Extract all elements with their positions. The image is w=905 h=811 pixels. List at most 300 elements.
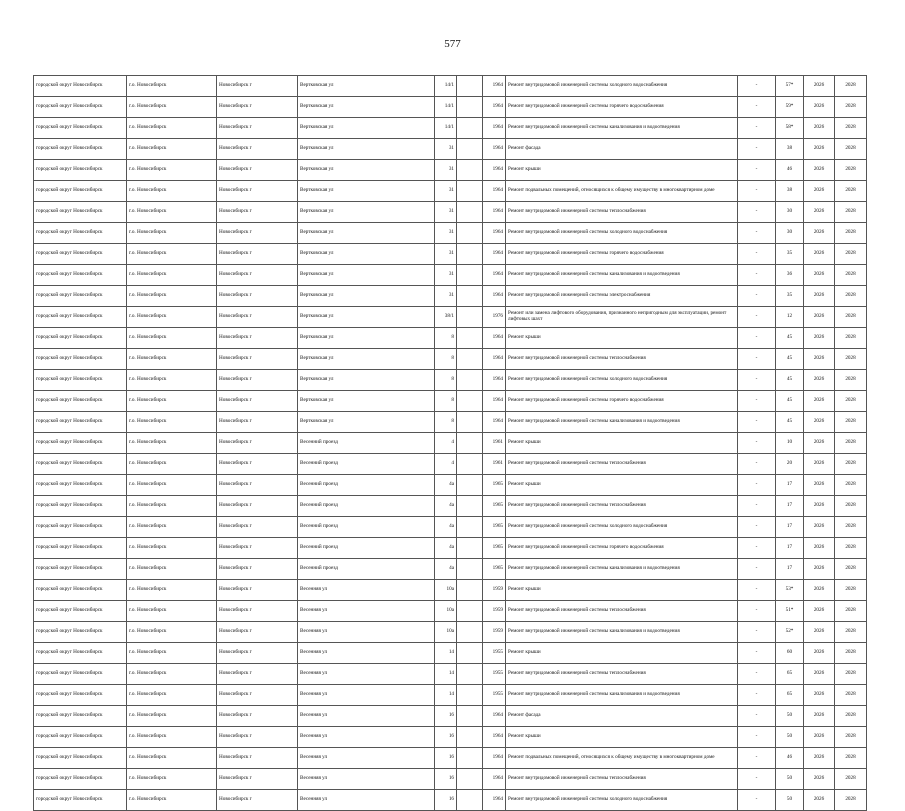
end-year-cell: 2028 [835,202,867,223]
street-cell: Весенняя ул [298,706,435,727]
wear-cell: 45 [776,391,804,412]
house-number-cell: 8 [435,391,457,412]
dash-cell: - [738,517,776,538]
building-cell [457,559,483,580]
municipality-cell: городской округ Новосибирск [34,601,127,622]
municipality-cell: городской округ Новосибирск [34,622,127,643]
start-year-cell: 2026 [804,727,835,748]
work-type-cell: Ремонт внутридомовой инженерной системы электроснабжения [506,286,738,307]
start-year-cell: 2026 [804,97,835,118]
municipality-cell: городской округ Новосибирск [34,517,127,538]
locality-cell: Новосибирск г [217,790,298,811]
work-type-cell: Ремонт внутридомовой инженерной системы горячего водоснабжения [506,391,738,412]
building-cell [457,391,483,412]
district-cell: г.о. Новосибирск [127,685,217,706]
locality-cell: Новосибирск г [217,349,298,370]
street-cell: Вертковская ул [298,265,435,286]
table-row [34,748,867,769]
house-number-cell: 31 [435,160,457,181]
start-year-cell: 2026 [804,202,835,223]
year-cell: 1964 [483,412,506,433]
district-cell: г.о. Новосибирск [127,307,217,328]
wear-cell: 57* [776,76,804,97]
table-row [34,118,867,139]
dash-cell: - [738,475,776,496]
end-year-cell: 2028 [835,391,867,412]
year-cell: 1964 [483,748,506,769]
district-cell: г.о. Новосибирск [127,475,217,496]
work-type-cell: Ремонт внутридомовой инженерной системы холодного водоснабжения [506,370,738,391]
end-year-cell: 2028 [835,706,867,727]
building-cell [457,685,483,706]
municipality-cell: городской округ Новосибирск [34,412,127,433]
house-number-cell: 14 [435,643,457,664]
dash-cell: - [738,97,776,118]
district-cell: г.о. Новосибирск [127,622,217,643]
house-number-cell: 31 [435,202,457,223]
dash-cell: - [738,118,776,139]
year-cell: 1964 [483,769,506,790]
building-cell [457,664,483,685]
wear-cell: 38 [776,139,804,160]
start-year-cell: 2026 [804,286,835,307]
end-year-cell: 2028 [835,559,867,580]
district-cell: г.о. Новосибирск [127,244,217,265]
work-type-cell: Ремонт крыши [506,433,738,454]
wear-cell: 12 [776,307,804,328]
house-number-cell: 14/1 [435,97,457,118]
start-year-cell: 2026 [804,391,835,412]
district-cell: г.о. Новосибирск [127,769,217,790]
dash-cell: - [738,685,776,706]
locality-cell: Новосибирск г [217,118,298,139]
locality-cell: Новосибирск г [217,643,298,664]
end-year-cell: 2028 [835,664,867,685]
year-cell: 1964 [483,244,506,265]
start-year-cell: 2026 [804,643,835,664]
end-year-cell: 2028 [835,601,867,622]
street-cell: Вертковская ул [298,139,435,160]
table-row [34,244,867,265]
building-cell [457,454,483,475]
table-row [34,391,867,412]
wear-cell: 17 [776,559,804,580]
year-cell: 1955 [483,643,506,664]
street-cell: Весенний проезд [298,517,435,538]
start-year-cell: 2026 [804,790,835,811]
work-type-cell: Ремонт или замена лифтового оборудования, признанного непригодным для эксплуатации, ремонт лифтовых шахт [506,307,738,328]
year-cell: 1964 [483,727,506,748]
locality-cell: Новосибирск г [217,727,298,748]
building-cell [457,244,483,265]
work-type-cell: Ремонт внутридомовой инженерной системы канализования и водоотведения [506,685,738,706]
municipality-cell: городской округ Новосибирск [34,727,127,748]
municipality-cell: городской округ Новосибирск [34,580,127,601]
start-year-cell: 2026 [804,622,835,643]
table-row [34,412,867,433]
street-cell: Вертковская ул [298,181,435,202]
end-year-cell: 2028 [835,727,867,748]
start-year-cell: 2026 [804,244,835,265]
municipality-cell: городской округ Новосибирск [34,706,127,727]
year-cell: 1959 [483,622,506,643]
start-year-cell: 2026 [804,265,835,286]
locality-cell: Новосибирск г [217,433,298,454]
wear-cell: 45 [776,370,804,391]
table-row [34,160,867,181]
table-row [34,181,867,202]
building-cell [457,706,483,727]
wear-cell: 36 [776,265,804,286]
municipality-cell: городской округ Новосибирск [34,643,127,664]
dash-cell: - [738,202,776,223]
work-type-cell: Ремонт внутридомовой инженерной системы горячего водоснабжения [506,97,738,118]
table-row [34,328,867,349]
street-cell: Весенний проезд [298,496,435,517]
municipality-cell: городской округ Новосибирск [34,97,127,118]
table-row [34,139,867,160]
building-cell [457,76,483,97]
street-cell: Весенний проезд [298,454,435,475]
table-row [34,664,867,685]
wear-cell: 53* [776,580,804,601]
locality-cell: Новосибирск г [217,580,298,601]
table-row [34,706,867,727]
start-year-cell: 2026 [804,685,835,706]
municipality-cell: городской округ Новосибирск [34,244,127,265]
end-year-cell: 2028 [835,181,867,202]
work-type-cell: Ремонт внутридомовой инженерной системы теплоснабжения [506,454,738,475]
table-row [34,727,867,748]
year-cell: 1964 [483,265,506,286]
house-number-cell: 31 [435,244,457,265]
end-year-cell: 2028 [835,790,867,811]
end-year-cell: 2028 [835,685,867,706]
municipality-cell: городской округ Новосибирск [34,433,127,454]
end-year-cell: 2028 [835,643,867,664]
house-number-cell: 31 [435,286,457,307]
dash-cell: - [738,307,776,328]
building-cell [457,307,483,328]
start-year-cell: 2026 [804,580,835,601]
house-number-cell: 10а [435,601,457,622]
work-type-cell: Ремонт фасада [506,139,738,160]
dash-cell: - [738,370,776,391]
year-cell: 1955 [483,664,506,685]
dash-cell: - [738,706,776,727]
wear-cell: 45 [776,412,804,433]
dash-cell: - [738,286,776,307]
house-number-cell: 14/1 [435,118,457,139]
year-cell: 1959 [483,580,506,601]
municipality-cell: городской округ Новосибирск [34,265,127,286]
street-cell: Вертковская ул [298,412,435,433]
building-cell [457,769,483,790]
end-year-cell: 2028 [835,286,867,307]
street-cell: Вертковская ул [298,97,435,118]
dash-cell: - [738,328,776,349]
street-cell: Весенняя ул [298,580,435,601]
building-cell [457,160,483,181]
dash-cell: - [738,727,776,748]
work-type-cell: Ремонт крыши [506,643,738,664]
street-cell: Весенняя ул [298,727,435,748]
dash-cell: - [738,76,776,97]
table-row [34,538,867,559]
work-type-cell: Ремонт внутридомовой инженерной системы холодного водоснабжения [506,790,738,811]
district-cell: г.о. Новосибирск [127,433,217,454]
year-cell: 1976 [483,307,506,328]
work-type-cell: Ремонт внутридомовой инженерной системы холодного водоснабжения [506,223,738,244]
table-row [34,475,867,496]
street-cell: Вертковская ул [298,160,435,181]
end-year-cell: 2028 [835,160,867,181]
table-row [34,454,867,475]
end-year-cell: 2028 [835,139,867,160]
district-cell: г.о. Новосибирск [127,139,217,160]
table-row [34,433,867,454]
street-cell: Весенний проезд [298,475,435,496]
building-cell [457,496,483,517]
year-cell: 1959 [483,601,506,622]
end-year-cell: 2028 [835,118,867,139]
wear-cell: 65 [776,664,804,685]
work-type-cell: Ремонт внутридомовой инженерной системы теплоснабжения [506,601,738,622]
locality-cell: Новосибирск г [217,286,298,307]
dash-cell: - [738,643,776,664]
locality-cell: Новосибирск г [217,475,298,496]
locality-cell: Новосибирск г [217,664,298,685]
end-year-cell: 2028 [835,538,867,559]
street-cell: Весенняя ул [298,622,435,643]
building-cell [457,349,483,370]
house-number-cell: 4а [435,496,457,517]
table-row [34,643,867,664]
house-number-cell: 4 [435,454,457,475]
work-type-cell: Ремонт крыши [506,727,738,748]
start-year-cell: 2026 [804,328,835,349]
start-year-cell: 2026 [804,223,835,244]
building-cell [457,601,483,622]
locality-cell: Новосибирск г [217,496,298,517]
work-type-cell: Ремонт подвальных помещений, относящихся к общему имуществу в многоквартирном доме [506,748,738,769]
locality-cell: Новосибирск г [217,685,298,706]
year-cell: 1964 [483,118,506,139]
building-cell [457,517,483,538]
municipality-cell: городской округ Новосибирск [34,328,127,349]
building-cell [457,139,483,160]
table-row [34,370,867,391]
locality-cell: Новосибирск г [217,706,298,727]
year-cell: 1965 [483,559,506,580]
dash-cell: - [738,349,776,370]
district-cell: г.о. Новосибирск [127,118,217,139]
street-cell: Весенняя ул [298,643,435,664]
dash-cell: - [738,223,776,244]
start-year-cell: 2026 [804,517,835,538]
house-number-cell: 8 [435,328,457,349]
district-cell: г.о. Новосибирск [127,160,217,181]
municipality-cell: городской округ Новосибирск [34,286,127,307]
district-cell: г.о. Новосибирск [127,286,217,307]
street-cell: Весенняя ул [298,664,435,685]
dash-cell: - [738,790,776,811]
building-cell [457,538,483,559]
work-type-cell: Ремонт крыши [506,580,738,601]
wear-cell: 51* [776,601,804,622]
district-cell: г.о. Новосибирск [127,538,217,559]
work-type-cell: Ремонт подвальных помещений, относящихся к общему имуществу в многоквартирном доме [506,181,738,202]
dash-cell: - [738,391,776,412]
house-number-cell: 4а [435,559,457,580]
end-year-cell: 2028 [835,580,867,601]
start-year-cell: 2026 [804,475,835,496]
wear-cell: 50 [776,769,804,790]
work-type-cell: Ремонт внутридомовой инженерной системы горячего водоснабжения [506,244,738,265]
street-cell: Вертковская ул [298,286,435,307]
end-year-cell: 2028 [835,748,867,769]
district-cell: г.о. Новосибирск [127,727,217,748]
work-type-cell: Ремонт внутридомовой инженерной системы канализования и водоотведения [506,118,738,139]
start-year-cell: 2026 [804,454,835,475]
municipality-cell: городской округ Новосибирск [34,391,127,412]
work-type-cell: Ремонт внутридомовой инженерной системы канализования и водоотведения [506,559,738,580]
locality-cell: Новосибирск г [217,538,298,559]
table-row [34,559,867,580]
municipality-cell: городской округ Новосибирск [34,349,127,370]
house-number-cell: 4а [435,517,457,538]
page-number: 577 [444,38,461,50]
end-year-cell: 2028 [835,328,867,349]
year-cell: 1965 [483,496,506,517]
locality-cell: Новосибирск г [217,454,298,475]
start-year-cell: 2026 [804,307,835,328]
start-year-cell: 2026 [804,181,835,202]
house-number-cell: 8 [435,412,457,433]
end-year-cell: 2028 [835,454,867,475]
wear-cell: 17 [776,517,804,538]
street-cell: Весенняя ул [298,748,435,769]
district-cell: г.о. Новосибирск [127,223,217,244]
district-cell: г.о. Новосибирск [127,97,217,118]
start-year-cell: 2026 [804,706,835,727]
street-cell: Весенняя ул [298,790,435,811]
locality-cell: Новосибирск г [217,769,298,790]
locality-cell: Новосибирск г [217,559,298,580]
district-cell: г.о. Новосибирск [127,76,217,97]
street-cell: Весенний проезд [298,559,435,580]
dash-cell: - [738,559,776,580]
end-year-cell: 2028 [835,265,867,286]
street-cell: Вертковская ул [298,202,435,223]
locality-cell: Новосибирск г [217,244,298,265]
dash-cell: - [738,622,776,643]
house-number-cell: 10а [435,622,457,643]
table-row [34,769,867,790]
end-year-cell: 2028 [835,769,867,790]
start-year-cell: 2026 [804,748,835,769]
house-number-cell: 14 [435,685,457,706]
locality-cell: Новосибирск г [217,517,298,538]
start-year-cell: 2026 [804,370,835,391]
house-number-cell: 16 [435,748,457,769]
wear-cell: 17 [776,496,804,517]
house-number-cell: 8 [435,349,457,370]
wear-cell: 45 [776,328,804,349]
municipality-cell: городской округ Новосибирск [34,370,127,391]
end-year-cell: 2028 [835,349,867,370]
table-row [34,496,867,517]
municipality-cell: городской округ Новосибирск [34,475,127,496]
building-cell [457,370,483,391]
end-year-cell: 2028 [835,97,867,118]
year-cell: 1964 [483,181,506,202]
house-number-cell: 16 [435,790,457,811]
street-cell: Вертковская ул [298,118,435,139]
house-number-cell: 14 [435,664,457,685]
municipality-cell: городской округ Новосибирск [34,538,127,559]
building-cell [457,328,483,349]
building-cell [457,580,483,601]
locality-cell: Новосибирск г [217,97,298,118]
locality-cell: Новосибирск г [217,181,298,202]
house-number-cell: 4а [435,538,457,559]
district-cell: г.о. Новосибирск [127,265,217,286]
building-cell [457,433,483,454]
work-type-cell: Ремонт внутридомовой инженерной системы теплоснабжения [506,202,738,223]
work-type-cell: Ремонт внутридомовой инженерной системы теплоснабжения [506,769,738,790]
wear-cell: 20 [776,454,804,475]
street-cell: Вертковская ул [298,76,435,97]
building-cell [457,622,483,643]
municipality-cell: городской округ Новосибирск [34,139,127,160]
wear-cell: 65 [776,685,804,706]
dash-cell: - [738,454,776,475]
wear-cell: 60 [776,643,804,664]
year-cell: 1964 [483,76,506,97]
street-cell: Вертковская ул [298,328,435,349]
street-cell: Вертковская ул [298,349,435,370]
dash-cell: - [738,181,776,202]
start-year-cell: 2026 [804,664,835,685]
district-cell: г.о. Новосибирск [127,559,217,580]
table-row [34,790,867,811]
district-cell: г.о. Новосибирск [127,664,217,685]
locality-cell: Новосибирск г [217,76,298,97]
table-row [34,223,867,244]
municipality-cell: городской округ Новосибирск [34,664,127,685]
locality-cell: Новосибирск г [217,412,298,433]
building-cell [457,286,483,307]
work-type-cell: Ремонт внутридомовой инженерной системы холодного водоснабжения [506,76,738,97]
table-row [34,202,867,223]
house-number-cell: 10а [435,580,457,601]
dash-cell: - [738,601,776,622]
work-type-cell: Ремонт крыши [506,328,738,349]
house-number-cell: 31 [435,265,457,286]
house-number-cell: 4 [435,433,457,454]
year-cell: 1964 [483,706,506,727]
year-cell: 1964 [483,97,506,118]
wear-cell: 46 [776,160,804,181]
wear-cell: 46 [776,748,804,769]
district-cell: г.о. Новосибирск [127,706,217,727]
building-cell [457,181,483,202]
district-cell: г.о. Новосибирск [127,349,217,370]
dash-cell: - [738,433,776,454]
district-cell: г.о. Новосибирск [127,790,217,811]
work-type-cell: Ремонт крыши [506,475,738,496]
